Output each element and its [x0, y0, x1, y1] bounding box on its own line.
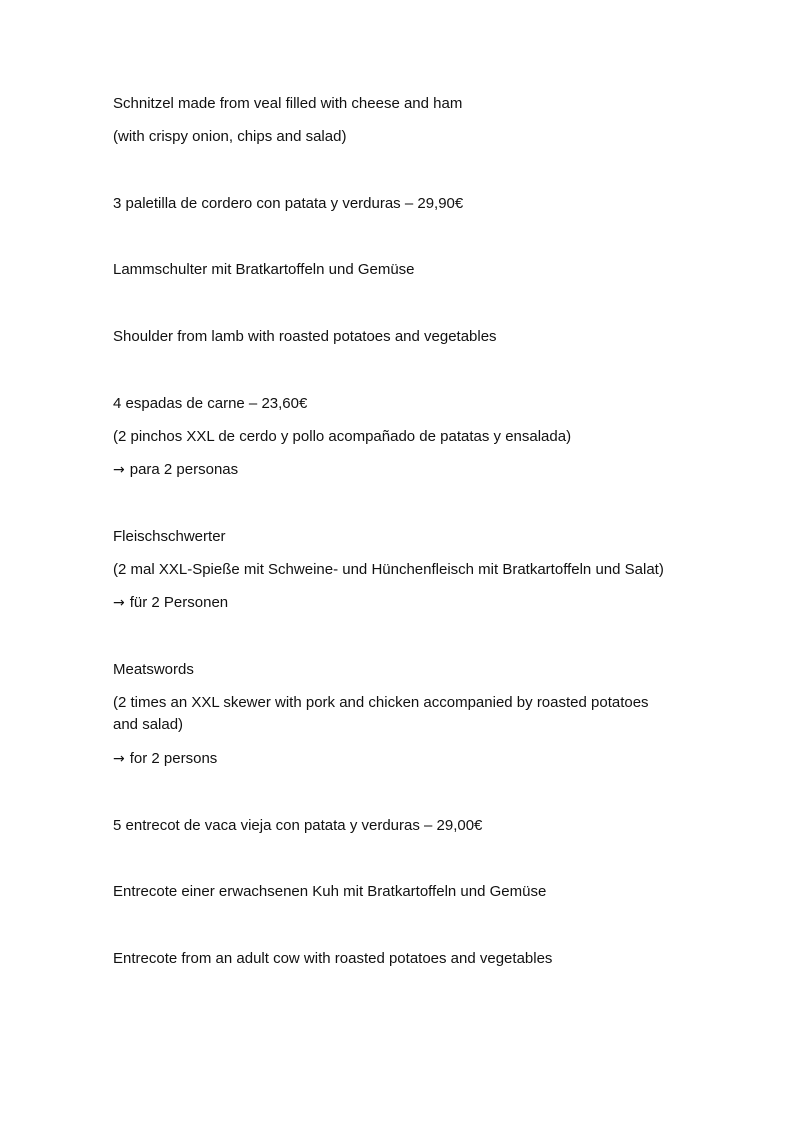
item2-en-desc: (with crispy onion, chips and salad)	[113, 128, 347, 145]
item4-de-desc: (2 mal XXL-Spieße mit Schweine- und Hünchenfleisch mit Bratkartoffeln und Salat)	[113, 561, 664, 578]
item3-en-title: Shoulder from lamb with roasted potatoes and vegetables	[113, 328, 497, 345]
item5-es-title: 5 entrecot de vaca vieja con patata y verduras – 29,00€	[113, 817, 483, 834]
arrow-right-icon: →	[113, 595, 125, 611]
item4-en-desc: (2 times an XXL skewer with pork and chicken accompanied by roasted potatoes and salad)	[113, 694, 649, 733]
item4-de-note: für 2 Personen	[129, 594, 229, 611]
item2-en-title: Schnitzel made from veal filled with cheese and ham	[113, 95, 463, 112]
item4-en-title: Meatswords	[113, 661, 194, 678]
arrow-right-icon: →	[113, 751, 125, 767]
item4-es-note-line	[113, 459, 238, 481]
item4-de-title: Fleischschwerter	[113, 528, 226, 545]
item3-es-title: 3 paletilla de cordero con patata y verduras – 29,90€	[113, 195, 464, 212]
arrow-right-icon: →	[113, 462, 125, 478]
item5-de-title: Entrecote einer erwachsenen Kuh mit Bratkartoffeln und Gemüse	[113, 883, 547, 900]
item4-es-title: 4 espadas de carne – 23,60€	[113, 395, 308, 412]
item4-en-note: for 2 persons	[129, 750, 218, 767]
item5-en-title: Entrecote from an adult cow with roasted potatoes and vegetables	[113, 950, 553, 967]
item4-en-note-line	[113, 748, 217, 770]
item4-de-note-line	[113, 592, 228, 614]
item3-de-title: Lammschulter mit Bratkartoffeln und Gemüse	[113, 261, 415, 278]
item4-es-desc: (2 pinchos XXL de cerdo y pollo acompañado de patatas y ensalada)	[113, 428, 572, 445]
item4-es-note: para 2 personas	[129, 461, 239, 478]
